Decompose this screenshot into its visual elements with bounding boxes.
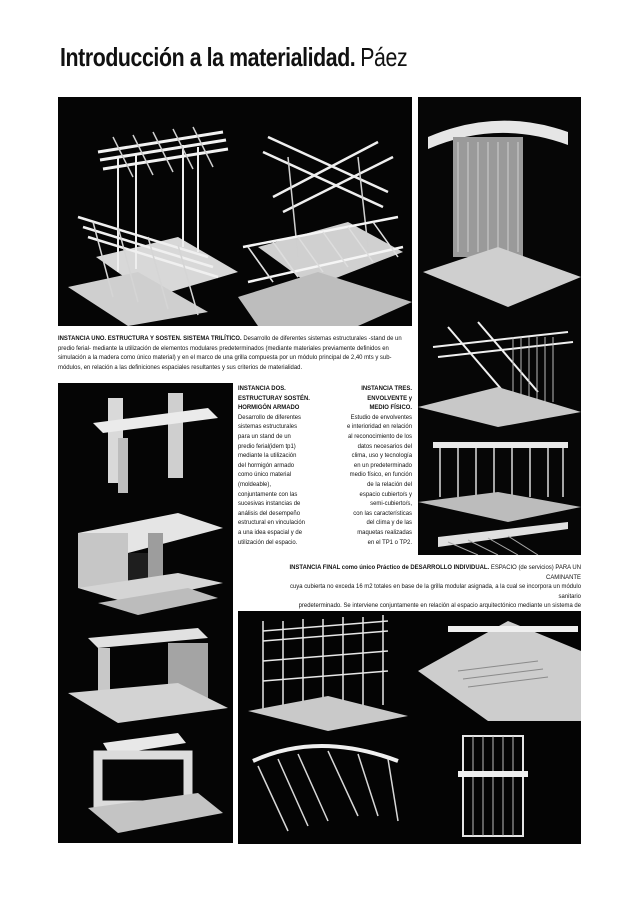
instancia-dos-line: estructural en vinculación bbox=[238, 519, 305, 527]
instancia-dos-line: Desarrollo de diferentes bbox=[238, 413, 302, 421]
instancia-dos-line: utilización del espacio. bbox=[238, 538, 298, 546]
instancia-dos-line: mediante la utilización bbox=[238, 452, 297, 460]
instancia-dos-line: del hormigón armado bbox=[238, 461, 295, 469]
instancia-dos-line: predio ferial(idem tp1) bbox=[238, 442, 296, 450]
instancia-tres-line: datos necesarios del bbox=[357, 442, 412, 450]
instancia-uno-heading: INSTANCIA UNO. ESTRUCTURA Y SOSTEN. SISTEMA TRILÍTICO. bbox=[58, 335, 242, 342]
instancia-tres-line: maquetas realizadas bbox=[357, 528, 412, 536]
instancia-tres-line: espacio cubierto/s y bbox=[359, 490, 412, 498]
instancia-dos-line: a una idea espacial y de bbox=[238, 528, 303, 536]
instancia-final-line: cuya cubierta no exceda 16 m2 totales en base de la grilla modular asignada, a la cual se incorpora un módulo sanitario bbox=[290, 583, 581, 600]
instancia-tres-heading-1: INSTANCIA TRES. bbox=[361, 385, 412, 392]
model-photo-concrete-slabs bbox=[58, 383, 233, 843]
instancia-tres-line: en un predeterminado bbox=[353, 461, 412, 469]
model-photo-trilithic-grid bbox=[58, 97, 412, 326]
instancia-tres-line: Estudio de envolventes bbox=[350, 413, 412, 421]
instancia-dos-line: conjuntamente con las bbox=[238, 490, 298, 498]
instancia-dos-line: para un stand de un bbox=[238, 432, 291, 440]
instancia-tres-line: clima, uso y tecnología bbox=[351, 452, 412, 460]
instancia-tres-line: con las características bbox=[353, 509, 412, 517]
instancia-dos-line: sucesivas instancias de bbox=[238, 500, 301, 508]
instancia-tres-line: del clima y de las bbox=[366, 519, 412, 527]
instancia-dos-line: como único material bbox=[238, 471, 292, 479]
instancia-tres-line: medio físico, en función bbox=[349, 471, 412, 479]
instancia-tres-line: e interioridad en relación bbox=[347, 423, 412, 431]
envelope-models-illustration bbox=[418, 97, 581, 555]
model-photo-curved-roof bbox=[418, 97, 581, 555]
instancia-uno-body: Desarrollo de diferentes sistemas estructurales -stand de un predio ferial- mediante la utilización de elementos modulares predeterminados (mediante materiales previamente definidos en simulación a la madera como único material) y en el marco de una grilla compuesta por un módulo principal de 2,40 mts y sub-módulos, en relación a las definiciones espaciales resultantes y sus criterios de materialidad. bbox=[58, 335, 402, 371]
instancia-final-line: predeterminado. Se interviene conjuntamente en relación al espacio arquitectónico mediante un sistema de bbox=[298, 602, 581, 610]
concrete-models-illustration bbox=[58, 383, 233, 843]
instancia-tres-heading-3: MEDIO FÍSICO. bbox=[369, 404, 412, 412]
instancia-tres-text bbox=[311, 384, 412, 547]
trilithic-models-illustration bbox=[58, 97, 412, 326]
instancia-final-intro: ESPACIO (de servicios) PARA UN CAMINANTE bbox=[490, 564, 581, 581]
instancia-dos-heading-2: ESTRUCTURAY SOSTÉN. bbox=[238, 394, 310, 402]
instancia-dos-line: (moldeable), bbox=[238, 480, 271, 488]
instancia-tres-line: semi-cubierto/s, bbox=[370, 500, 412, 508]
instancia-dos-heading-3: HORMIGÓN ARMADO bbox=[238, 404, 300, 412]
instancia-tres-heading-2: ENVOLVENTE y bbox=[367, 394, 412, 402]
instancia-dos-heading-1: INSTANCIA DOS. bbox=[238, 385, 286, 392]
final-models-illustration bbox=[238, 611, 581, 844]
instancia-tres-line: al reconocimiento de los bbox=[348, 432, 412, 440]
model-photo-final-walker-space bbox=[238, 611, 581, 844]
title-text: Introducción a la materialidad. bbox=[60, 42, 356, 72]
poster-title bbox=[60, 42, 407, 73]
instancia-dos-line: sistemas estructurales bbox=[238, 423, 298, 431]
instancia-tres-line: en el TP1 o TP2. bbox=[367, 538, 412, 546]
instancia-uno-text bbox=[58, 334, 403, 372]
instancia-dos-line: análisis del desempeño bbox=[238, 509, 301, 517]
instancia-final-heading: INSTANCIA FINAL como único Práctico de DESARROLLO INDIVIDUAL. bbox=[289, 564, 490, 571]
author-name: Páez bbox=[360, 42, 408, 72]
instancia-tres-line: de la relación del bbox=[367, 480, 412, 488]
instancia-final-line-1 bbox=[272, 563, 581, 582]
